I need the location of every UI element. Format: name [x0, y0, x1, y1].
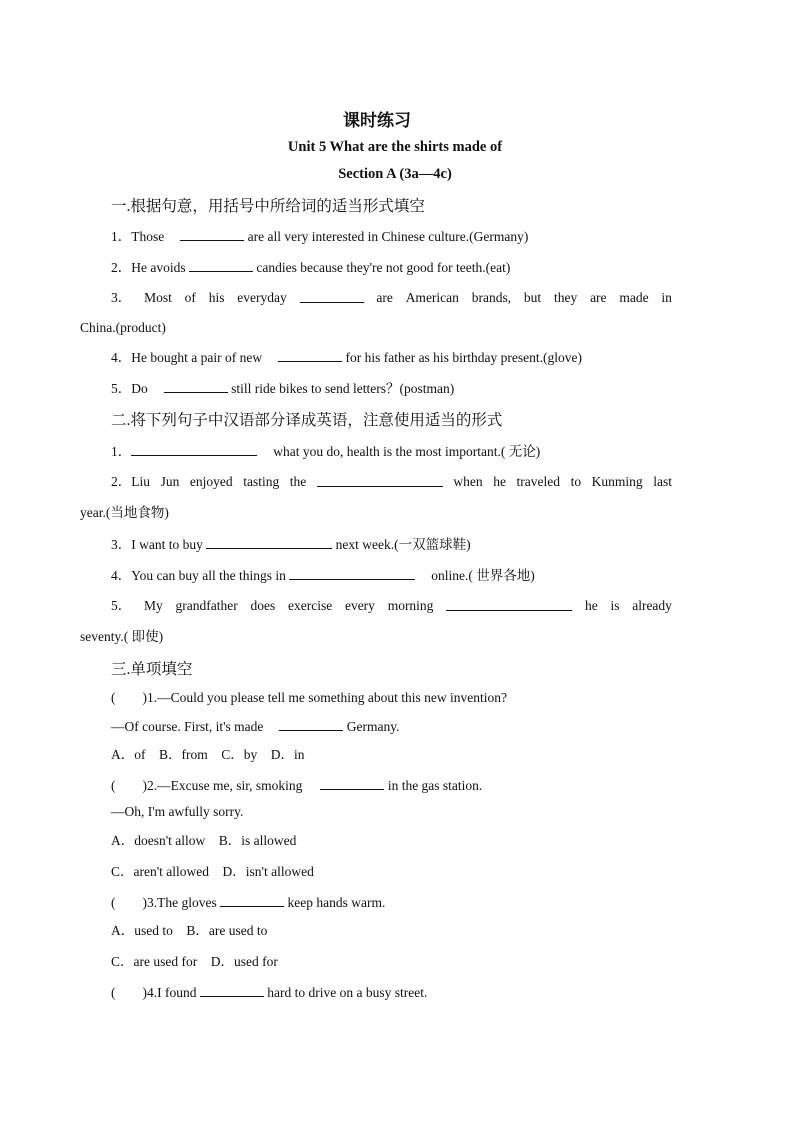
answer-blank[interactable]	[317, 473, 443, 487]
part1-heading: 一.根据句意，用括号中所给词的适当形式填空	[111, 198, 425, 215]
part2-q2: 2．Liu Jun enjoyed tasting the when he traveled to Kunming last	[111, 474, 672, 489]
page-title: 课时练习	[343, 111, 411, 130]
part1-q3: 3． Most of his everyday are American brands, but they are made in	[111, 290, 672, 305]
answer-blank[interactable]	[189, 258, 253, 272]
part1-q2: 2．He avoids candies because they're not good for teeth.(eat)	[111, 260, 511, 275]
unit-title: Unit 5 What are the shirts made of	[287, 139, 503, 155]
part2-q4: 4．You can buy all the things in online.( 世界各地)	[111, 568, 535, 583]
part2-q5: 5． My grandfather does exercise every morning he is already	[111, 598, 672, 613]
part2-heading: 二.将下列句子中汉语部分译成英语，注意使用适当的形式	[111, 412, 503, 429]
answer-blank[interactable]	[300, 289, 364, 303]
part3-q2-options-ab: A．doesn't allow B．is allowed	[111, 833, 297, 848]
part3-q1-options: A．of B．from C．by D．in	[111, 747, 305, 762]
answer-blank[interactable]	[131, 442, 257, 456]
part3-q2-stem: ( )2.—Excuse me, sir, smoking in the gas station.	[111, 778, 483, 793]
part3-q2-options-cd: C．aren't allowed D．isn't allowed	[111, 864, 314, 879]
part1-q1: 1．Those are all very interested in Chinese culture.(Germany)	[111, 229, 529, 244]
answer-blank[interactable]	[200, 983, 264, 997]
part2-q5-continued: seventy.( 即使)	[80, 629, 164, 644]
part3-q1-stem: ( )1.—Could you please tell me something about this new invention?	[111, 690, 507, 705]
part3-heading: 三.单项填空	[111, 661, 193, 678]
answer-blank[interactable]	[446, 597, 572, 611]
answer-blank[interactable]	[220, 893, 284, 907]
part1-q4: 4．He bought a pair of new for his father as his birthday present.(glove)	[111, 350, 583, 365]
part2-q2-continued: year.(当地食物)	[80, 505, 169, 520]
answer-blank[interactable]	[180, 227, 244, 241]
answer-blank[interactable]	[279, 717, 343, 731]
part3-q1-reply: —Of course. First, it's made Germany.	[111, 719, 400, 734]
answer-blank[interactable]	[320, 776, 384, 790]
part3-q3-stem: ( )3.The gloves keep hands warm.	[111, 895, 386, 910]
part2-q1: 1． what you do, health is the most important.( 无论)	[111, 444, 541, 459]
answer-blank[interactable]	[206, 535, 332, 549]
part3-q3-options-ab: A．used to B．are used to	[111, 923, 268, 938]
answer-blank[interactable]	[278, 348, 342, 362]
answer-blank[interactable]	[164, 379, 228, 393]
part1-q3-continued: China.(product)	[80, 320, 166, 335]
part3-q4-stem: ( )4.I found hard to drive on a busy street.	[111, 985, 428, 1000]
answer-blank[interactable]	[289, 566, 415, 580]
part1-q5: 5．Do still ride bikes to send letters？(postman)	[111, 381, 455, 396]
part3-q3-options-cd: C．are used for D．used for	[111, 954, 278, 969]
part3-q2-reply: —Oh, I'm awfully sorry.	[111, 804, 244, 819]
section-title: Section A (3a—4c)	[338, 166, 452, 182]
part2-q3: 3．I want to buy next week.(一双篮球鞋)	[111, 537, 471, 552]
